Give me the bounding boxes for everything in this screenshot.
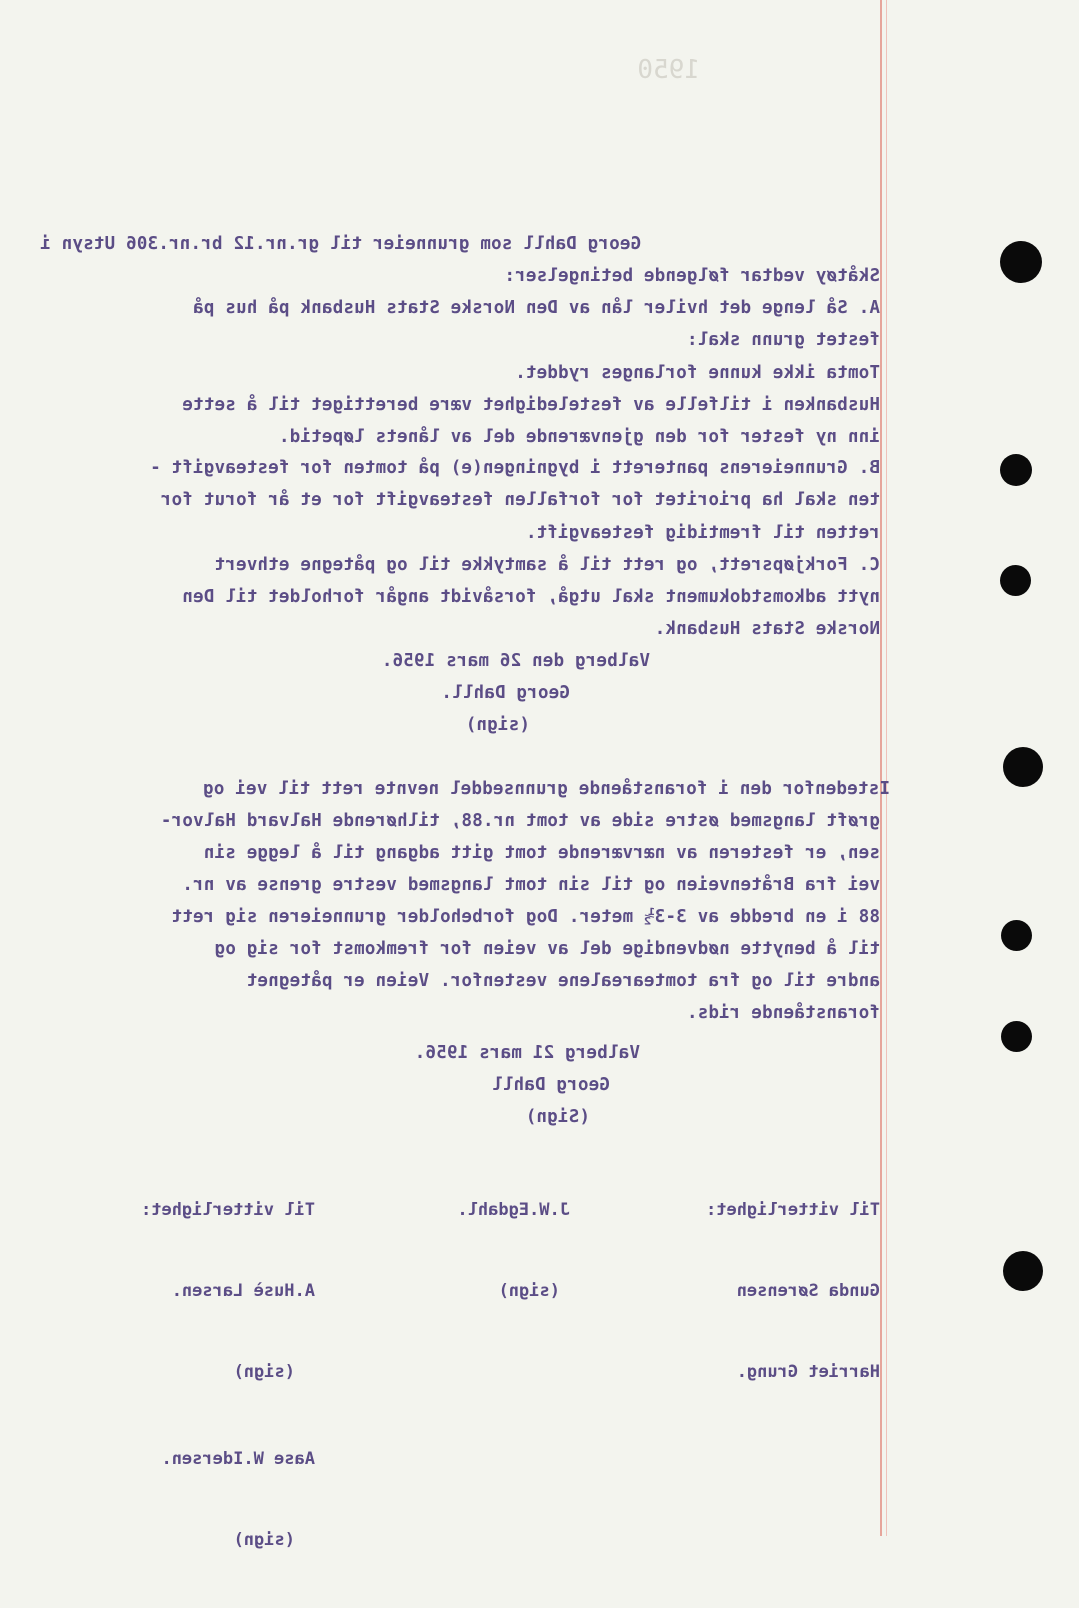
witness-column-middle	[440, 1143, 570, 1359]
text-line: Norske Stats Husbank.	[654, 619, 880, 639]
text-line: foranstående rids.	[686, 1003, 880, 1023]
signature-mark: (sign)	[465, 715, 530, 735]
margin-rule-2	[886, 0, 887, 1536]
witness-name: A.Husè Larsen.	[171, 1281, 315, 1301]
signature-mark: (sign)	[498, 1281, 560, 1301]
text-line: Tomta ikke kunne forlanges ryddet.	[514, 363, 880, 383]
text-line: vei fra Bråtenveien og til sin tomt langsmed vestre grense av nr.	[182, 875, 880, 895]
signature-name: Georg Dahll	[491, 1075, 610, 1095]
witness-heading: Til vitterlighet:	[141, 1200, 315, 1220]
witness-name: Aase W.Idersen.	[161, 1449, 315, 1469]
witness-column-left	[660, 1143, 880, 1440]
text-line: Skåtøy vedtar følgende betingelser:	[504, 266, 880, 286]
text-line: B. Grunneierens panterett i bygningen(e) på tomten for festeavgift -	[149, 458, 880, 478]
witness-column-right	[85, 1143, 315, 1608]
witness-name: Harriet Grung.	[736, 1362, 880, 1382]
text-line: ten skal ha prioritet for forfallen festeavgift for et år forut for	[160, 490, 880, 510]
witness-name: J.W.Egdahl.	[457, 1200, 570, 1220]
witness-name: Gunda Sørensen	[736, 1281, 880, 1301]
text-line: andre til og fra tomtearealene vestenfor. Veien er påtegnet	[246, 971, 880, 991]
date-line: Valberg den 26 mars 1956.	[381, 651, 650, 671]
binder-hole	[1000, 241, 1042, 283]
text-line: retten til fremtidig festeavgift.	[525, 523, 880, 543]
text-line: inn ny fester for den gjenværende del av lånets løpetid.	[278, 427, 880, 447]
text-line: A. Så lenge det hviler lån av Den Norske Stats Husbank på hus på	[192, 298, 880, 318]
text-line: grøft langsmed østre side av tomt nr.88, tilhørende Halvard Halvor-	[160, 811, 880, 831]
signature-mark: (sign)	[233, 1362, 295, 1382]
text-line: nytt adkomstdokument skal utgå, forsåvidt angår forholdet til Den	[182, 587, 880, 607]
binder-hole	[1003, 747, 1043, 787]
margin-rule	[880, 0, 882, 1536]
binder-hole	[1001, 920, 1032, 951]
text-line: Istedenfor den i foranstående grunnseddel nevnte rett til vei og	[202, 779, 890, 799]
signature-mark: (sign)	[233, 1530, 295, 1550]
binder-hole	[1001, 1021, 1032, 1052]
text-line: Georg Dahll som grunneier til gr.nr.12 br.nr.306 Utsyn i	[40, 234, 642, 254]
text-line: festet grunn skal:	[686, 330, 880, 350]
date-line: Valberg 21 mars 1956.	[414, 1043, 640, 1063]
faded-header-mark: 1950	[637, 55, 700, 85]
text-line: sen, er festeren av nærværende tomt gitt adgang til å legge sin	[203, 843, 880, 863]
text-line: 88 i en bredde av 3-3½ meter. Dog forbeholder grunneieren sig rett	[171, 907, 880, 927]
witness-heading: Til vitterlighet:	[706, 1200, 880, 1220]
text-line: C. Forkjøpsrett, og rett til å samtykke til og påtegne ethvert	[214, 555, 880, 575]
signature-mark: (Sign)	[525, 1107, 590, 1127]
text-line: til å benytte nødvendige del av veien for fremkomst for sig og	[214, 939, 880, 959]
binder-hole	[1000, 454, 1032, 486]
text-line: Husbanken i tilfelle av festeledighet være berettiget til å sette	[182, 395, 880, 415]
signature-name: Georg Dahll.	[441, 683, 570, 703]
binder-hole	[1003, 1251, 1043, 1291]
binder-hole	[1000, 565, 1031, 596]
